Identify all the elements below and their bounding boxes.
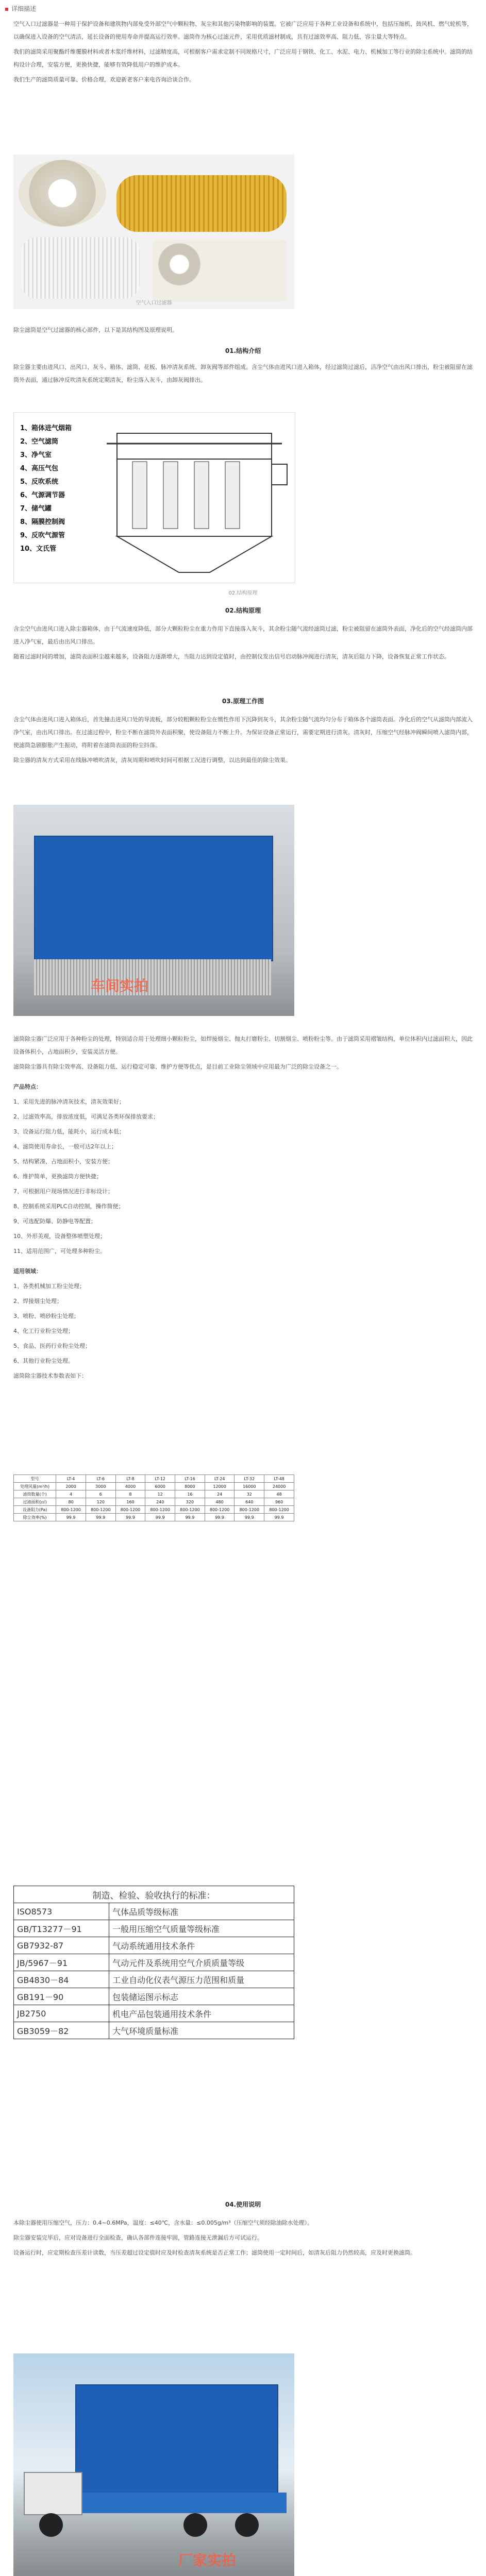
- section3-heading: 03.原理工作图: [222, 698, 264, 705]
- section3-text: [13, 713, 473, 769]
- table-cell: 24: [205, 1490, 234, 1498]
- standard-code: JB/5967－91: [14, 1954, 109, 1971]
- table-cell: 99.9: [56, 1514, 86, 1521]
- table-cell: 160: [115, 1498, 145, 1506]
- feature-item: 11、适用范围广，可处理多种粉尘。: [13, 1248, 106, 1255]
- standard-code: GB3059－82: [14, 2022, 109, 2039]
- table-header-cell: LT-24: [205, 1475, 234, 1483]
- diagram-label: 6、气源调节器: [20, 492, 65, 499]
- table-cell: 480: [205, 1498, 234, 1506]
- table-row: [14, 2005, 294, 2022]
- table-cell: 8000: [175, 1483, 205, 1490]
- feature-item: 5、结构紧凑，占地面积小，安装方便；: [13, 1158, 113, 1165]
- table-cell: 800-1200: [234, 1506, 264, 1514]
- table-cell: 处理风量(m³/h): [14, 1483, 56, 1490]
- table-row: [14, 1490, 294, 1498]
- table-cell: 800-1200: [56, 1506, 86, 1514]
- diagram-label: 1、箱体进气烟箱: [20, 425, 72, 432]
- usage-title: 适用领域：: [13, 1268, 42, 1275]
- table-cell: 设备阻力(Pa): [14, 1506, 56, 1514]
- delivery-photo: [13, 2353, 294, 2576]
- intro-paragraph: 我们生产的滤筒质量可靠、价格合理，欢迎新老客户来电咨询洽谈合作。: [13, 76, 195, 83]
- section4-paragraph: 滤筒除尘器具有除尘效率高、设备阻力低、运行稳定可靠、维护方便等优点，是目前工业除尘领域中应用最为广泛的除尘设备之一。: [13, 1063, 342, 1070]
- section3-paragraph: 含尘气体由进风口进入箱体后，首先撞击进风口处的导流板，部分较粗颗粒粉尘在惯性作用下沉降到灰斗，其余粉尘随气流均匀分布于箱体各个滤筒表面。净化后的空气从滤筒内部流入净气室，由出风口排出。在过滤过程中，粉尘不断在滤筒外表面积聚，使设备阻力不断上升。为保证设备正常运行，需要定期进行清灰。清灰时，压缩空气经脉冲阀瞬间喷入滤筒内部，使滤筒急剧膨胀产生振动，将附着在滤筒表面的粉尘抖落。: [13, 716, 473, 749]
- feature-item: 10、外形美观，设备整体喷塑处理；: [13, 1233, 106, 1240]
- table-header-cell: LT-48: [264, 1475, 294, 1483]
- section5-paragraph: 本除尘器使用压缩空气，压力：0.4~0.6MPa，温度：≤40℃，含水量：≤0.005g/m³（压缩空气须经除油除水处理）。: [13, 2219, 313, 2226]
- standard-code: GB/T13277－91: [14, 1920, 109, 1937]
- standard-name: 包装储运图示标志: [109, 1988, 294, 2005]
- table-header-cell: LT-32: [234, 1475, 264, 1483]
- standards-title: 制造、检验、验收执行的标准：: [14, 1886, 294, 1903]
- standard-name: 气动元件及系统用空气介质质量等级: [109, 1954, 294, 1971]
- diagram-caption: 02.结构原理: [228, 590, 258, 596]
- table-row: [14, 1886, 294, 1903]
- diagram-label: 5、反吹系统: [20, 478, 59, 486]
- diagram-label: 2、空气滤筒: [20, 438, 59, 446]
- photo-watermark: 车间实拍: [91, 977, 149, 994]
- intro-paragraph: 空气入口过滤器是一种用于保护设备和建筑物内部免受外部空气中颗粒物、灰尘和其他污染物影响的装置。它被广泛应用于各种工业设备和系统中，包括压缩机、鼓风机、燃气轮机等，以确保进入设备的空气清洁，延长设备的使用寿命并提高运行效率。滤筒作为核心过滤元件，采用优质滤材制成，具有过滤效率高、阻力低、容尘量大等特点。: [13, 21, 473, 40]
- table-row: [14, 1903, 294, 1920]
- feature-item: 7、可根据用户现场情况进行非标设计；: [13, 1188, 113, 1195]
- standard-name: 机电产品包装通用技术条件: [109, 2005, 294, 2022]
- standard-name: 大气环境质量标准: [109, 2022, 294, 2039]
- section1-heading: 01.结构介绍: [225, 347, 261, 354]
- standard-code: GB4830－84: [14, 1971, 109, 1988]
- table-cell: 99.9: [145, 1514, 175, 1521]
- table-cell: 16: [175, 1490, 205, 1498]
- usage-item: 2、焊接烟尘处理；: [13, 1298, 62, 1304]
- table-header-cell: LT-12: [145, 1475, 175, 1483]
- table-cell: 24000: [264, 1483, 294, 1490]
- section4-paragraph: 滤筒除尘器广泛应用于各种粉尘的处理，特别适合用于处理细小颗粒粉尘，如焊接烟尘、抛丸打磨粉尘、切割烟尘、喷粉粉尘等。由于滤筒采用褶皱结构，单位体积内过滤面积大，因此设备体积小，占地面积少，安装灵活方便。: [13, 1036, 473, 1055]
- table-row: [14, 2022, 294, 2039]
- feature-item: 4、滤筒使用寿命长，一般可达2年以上；: [13, 1143, 117, 1150]
- table-cell: 3000: [86, 1483, 115, 1490]
- table-cell: 过滤面积(㎡): [14, 1498, 56, 1506]
- table-row: [14, 1483, 294, 1490]
- diagram-label: 8、隔膜控制阀: [20, 518, 65, 526]
- table-row: [14, 1920, 294, 1937]
- table-cell: 240: [145, 1498, 175, 1506]
- photo-watermark: 厂家实拍: [178, 2552, 237, 2569]
- usage-item: 5、食品、医药行业粉尘处理；: [13, 1343, 91, 1349]
- feature-item: 9、可选配防爆、防静电等配置；: [13, 1218, 96, 1225]
- table-header-cell: LT-8: [115, 1475, 145, 1483]
- table-header-cell: LT-6: [86, 1475, 115, 1483]
- feature-item: 1、采用先进的脉冲清灰技术，清灰效果好；: [13, 1098, 125, 1105]
- section2-paragraph: 随着过滤时间的增加，滤筒表面积尘越来越多，设备阻力逐渐增大，当阻力达到设定值时，由控制仪发出信号启动脉冲阀进行清灰，清灰后阻力下降，设备恢复正常工作状态。: [13, 653, 450, 660]
- section1-lead: [13, 324, 473, 338]
- table-cell: 800-1200: [264, 1506, 294, 1514]
- diagram-legend: [20, 422, 72, 556]
- structure-diagram: [13, 412, 295, 583]
- table-cell: 4: [56, 1490, 86, 1498]
- feature-item: 3、设备运行阻力低，能耗小，运行成本低；: [13, 1128, 125, 1135]
- standard-code: ISO8573: [14, 1903, 109, 1920]
- standard-name: 气体品质等级标准: [109, 1903, 294, 1920]
- detail-header: [5, 4, 36, 13]
- table-cell: 12: [145, 1490, 175, 1498]
- filter-cartridge-photo: [13, 155, 294, 309]
- table-row: [14, 1937, 294, 1954]
- feature-item: 6、维护简单，更换滤筒方便快捷；: [13, 1173, 102, 1180]
- standards-table: [13, 1886, 294, 2039]
- standard-name: 一般用压缩空气质量等级标准: [109, 1920, 294, 1937]
- table-header-cell: LT-16: [175, 1475, 205, 1483]
- usage-item: 4、化工行业粉尘处理；: [13, 1328, 74, 1334]
- feature-item: 2、过滤效率高，排放浓度低，可满足各类环保排放要求；: [13, 1113, 159, 1120]
- usage-item: 3、喷粉、喷砂粉尘处理；: [13, 1313, 79, 1319]
- table-cell: 800-1200: [115, 1506, 145, 1514]
- workshop-photo: [13, 805, 294, 1016]
- table-row: [14, 1954, 294, 1971]
- table-cell: 除尘效率(%): [14, 1514, 56, 1521]
- standard-code: GB7932-87: [14, 1937, 109, 1954]
- table-cell: 800-1200: [205, 1506, 234, 1514]
- standard-code: GB191－90: [14, 1988, 109, 2005]
- table-row: [14, 1971, 294, 1988]
- standard-name: 气动系统通用技术条件: [109, 1937, 294, 1954]
- spec-table: [13, 1475, 294, 1521]
- section1-paragraph: 除尘器主要由进风口、出风口、灰斗、箱体、滤筒、花板、脉冲清灰系统、卸灰阀等部件组成。含尘气体由进风口进入箱体，经过滤筒过滤后，洁净空气由出风口排出，粉尘被阻留在滤筒外表面，通过脉冲反吹清灰系统定期清灰，粉尘落入灰斗，由卸灰阀排出。: [13, 364, 473, 383]
- table-cell: 99.9: [205, 1514, 234, 1521]
- table-cell: 4000: [115, 1483, 145, 1490]
- feature-item: 8、控制系统采用PLC自动控制，操作简便；: [13, 1203, 124, 1210]
- table-cell: 48: [264, 1490, 294, 1498]
- table-cell: 960: [264, 1498, 294, 1506]
- table-cell: 滤筒数量(个): [14, 1490, 56, 1498]
- table-header-row: [14, 1475, 294, 1483]
- section4-text: [13, 1032, 473, 1384]
- standard-code: JB2750: [14, 2005, 109, 2022]
- section1-text: [13, 361, 473, 388]
- photo-caption: 空气入口过滤器: [136, 300, 172, 306]
- table-cell: 99.9: [115, 1514, 145, 1521]
- section2-heading: 02.结构原理: [225, 607, 261, 614]
- table-header-cell: 型号: [14, 1475, 56, 1483]
- table-cell: 800-1200: [175, 1506, 205, 1514]
- usage-item: 1、各类机械加工粉尘处理；: [13, 1283, 85, 1290]
- table-row: [14, 1498, 294, 1506]
- intro-text: [13, 18, 473, 88]
- bullet-icon: [5, 8, 8, 11]
- section5-text: [13, 2216, 473, 2261]
- section1-lead-text: 除尘滤筒是空气过滤器的核心部件，以下是其结构图及原理说明。: [13, 327, 178, 333]
- section2-paragraph: 含尘空气由进风口进入除尘器箱体，由于气流速度降低，部分大颗粒粉尘在重力作用下直接落入灰斗，其余粉尘随气流经滤筒过滤，粉尘被阻留在滤筒外表面，净化后的空气经滤筒内部进入净气室，最后由出风口排出。: [13, 625, 473, 645]
- table-cell: 800-1200: [145, 1506, 175, 1514]
- table-cell: 320: [175, 1498, 205, 1506]
- table-cell: 12000: [205, 1483, 234, 1490]
- diagram-label: 7、储气罐: [20, 505, 52, 513]
- table-header-cell: LT-4: [56, 1475, 86, 1483]
- table-cell: 99.9: [86, 1514, 115, 1521]
- section2-text: [13, 622, 473, 665]
- table-cell: 2000: [56, 1483, 86, 1490]
- table-cell: 99.9: [234, 1514, 264, 1521]
- diagram-label: 3、净气室: [20, 451, 52, 459]
- usage-item: 6、其他行业粉尘处理。: [13, 1358, 74, 1364]
- section5-paragraph: 设备运行时，应定期检查压差计读数，当压差超过设定值时应及时检查清灰系统是否正常工作；滤筒使用一定时间后，如清灰后阻力仍然较高，应及时更换滤筒。: [13, 2249, 416, 2256]
- diagram-label: 10、文氏管: [20, 545, 57, 553]
- table-cell: 32: [234, 1490, 264, 1498]
- table-cell: 16000: [234, 1483, 264, 1490]
- intro-paragraph: 我们的滤筒采用聚酯纤维覆膜材料或者木浆纤维材料，过滤精度高，可根据客户需求定制不同规格尺寸，广泛应用于钢铁、化工、水泥、电力、机械加工等行业的除尘系统中。滤筒的结构设计合理，安装方便，更换快捷，能够有效降低用户的维护成本。: [13, 48, 473, 68]
- table-cell: 80: [56, 1498, 86, 1506]
- table-row: [14, 1988, 294, 2005]
- section5-heading: 04.使用说明: [225, 2201, 261, 2208]
- features-title: 产品特点：: [13, 1083, 42, 1090]
- table-cell: 6: [86, 1490, 115, 1498]
- table-cell: 640: [234, 1498, 264, 1506]
- table-cell: 99.9: [175, 1514, 205, 1521]
- table-cell: 8: [115, 1490, 145, 1498]
- diagram-label: 9、反吹气源管: [20, 532, 65, 539]
- section5-paragraph: 除尘器安装完毕后，应对设备进行全面检查，确认各部件连接牢固，管路连接无泄漏后方可试运行。: [13, 2234, 263, 2241]
- diagram-label: 4、高压气包: [20, 465, 59, 472]
- table-cell: 800-1200: [86, 1506, 115, 1514]
- table-row: [14, 1506, 294, 1514]
- section3-paragraph: 除尘器的清灰方式采用在线脉冲喷吹清灰，清灰周期和喷吹时间可根据工况进行调整，以达到最佳的除尘效果。: [13, 757, 291, 764]
- detail-header-title: 详细描述: [11, 5, 37, 12]
- standard-name: 工业自动化仪表气源压力范围和质量: [109, 1971, 294, 1988]
- table-cell: 99.9: [264, 1514, 294, 1521]
- table-cell: 6000: [145, 1483, 175, 1490]
- table-cell: 120: [86, 1498, 115, 1506]
- table-lead: 滤筒除尘器技术参数表如下：: [13, 1372, 87, 1379]
- table-row: [14, 1514, 294, 1521]
